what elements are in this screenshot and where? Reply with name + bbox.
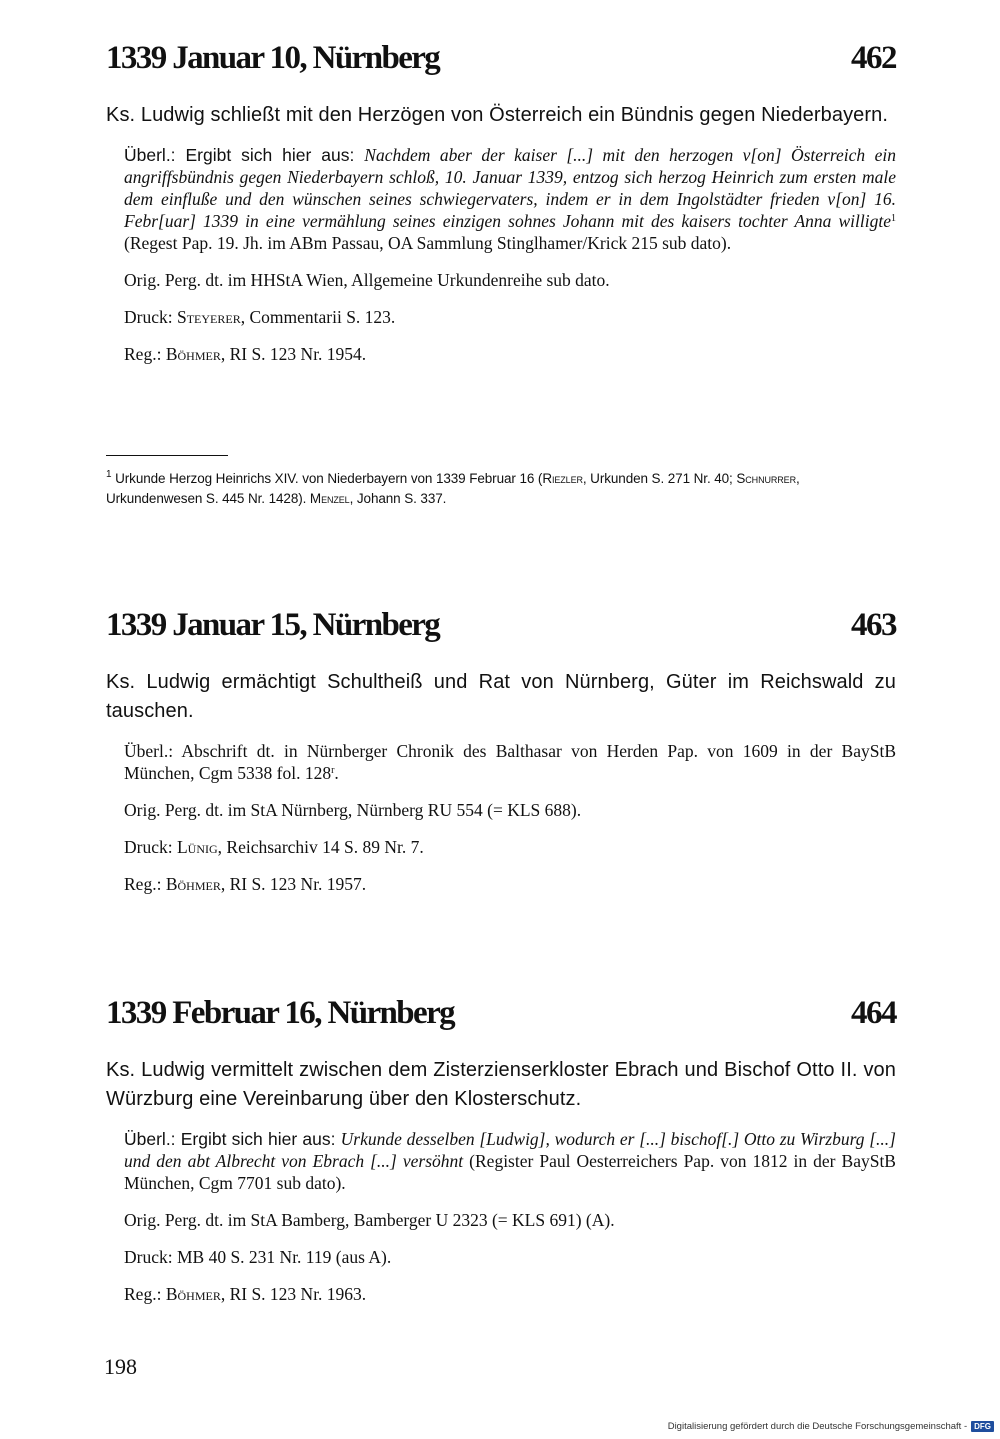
entry-number: 463 — [851, 607, 896, 643]
entry-number: 462 — [851, 40, 896, 76]
regest-ref: , RI S. 123 Nr. 1954. — [220, 344, 367, 364]
transmission-note — [124, 740, 896, 784]
entry-462 — [106, 40, 896, 365]
original-note: Orig. Perg. dt. im StA Bamberg, Bamberger U 2323 (= KLS 691) (A). — [124, 1210, 615, 1230]
print-note — [124, 836, 896, 858]
entry-summary: Ks. Ludwig ermächtigt Schultheiß und Rat von Nürnberg, Güter im Reichswald zu tauschen. — [106, 671, 896, 722]
regest-label: Reg.: — [124, 344, 166, 364]
transmission-quote: Urkunde desselben [Ludwig], wodurch er [...] bischof[.] Otto zu Wirzburg [...] und den abt Albrecht von Ebrach [...] versöhnt — [124, 1129, 896, 1171]
regest-ref: , RI S. 123 Nr. 1957. — [220, 874, 367, 894]
transmission-label: Überl.: Ergibt sich hier aus: — [124, 145, 365, 165]
regest-label: Reg.: — [124, 874, 166, 894]
transmission-text: Überl.: Abschrift dt. in Nürnberger Chronik des Balthasar von Herden Pap. von 1609 in der BayStB München, Cgm 5338 fol. 128 — [124, 741, 896, 783]
footnote-text: , Urkunden S. 271 Nr. 40; — [582, 471, 737, 486]
regest-author: Böhmer — [165, 874, 221, 894]
footnote-text: , Urkundenwesen S. 445 Nr. 1428). — [106, 471, 800, 506]
entry-title: 1339 Januar 10, Nürnberg — [106, 40, 440, 76]
transmission-end: . — [334, 763, 339, 783]
folio-recto-mark: r — [331, 765, 335, 776]
print-label: Druck: — [124, 307, 177, 327]
print-note — [124, 306, 896, 328]
entry-header — [106, 607, 896, 644]
entry-463 — [106, 607, 896, 895]
footnote-author: Riezler — [542, 471, 583, 486]
footnote-text: , Johann S. 337. — [349, 491, 447, 506]
dfg-credit-text: Digitalisierung gefördert durch die Deutsche Forschungsgemeinschaft - — [667, 1421, 968, 1432]
entry-464 — [106, 995, 896, 1305]
original-note: Orig. Perg. dt. im HHStA Wien, Allgemeine Urkundenreihe sub dato. — [124, 270, 610, 290]
print-note: Druck: MB 40 S. 231 Nr. 119 (aus A). — [124, 1247, 392, 1267]
transmission-source: (Regest Pap. 19. Jh. im ABm Passau, OA Sammlung Stinglhamer/Krick 215 sub dato). — [124, 233, 732, 253]
regest-author: Böhmer — [165, 344, 221, 364]
footnote-rule — [106, 455, 228, 456]
regest-note — [124, 343, 896, 365]
regest-ref: , RI S. 123 Nr. 1963. — [220, 1284, 367, 1304]
transmission-note — [124, 144, 896, 254]
entry-summary: Ks. Ludwig schließt mit den Herzögen von Österreich ein Bündnis gegen Niederbayern. — [106, 104, 889, 126]
print-ref: , Reichsarchiv 14 S. 89 Nr. 7. — [217, 837, 424, 857]
page-number: 198 — [104, 1354, 137, 1379]
footnote-marker: 1 — [891, 213, 896, 224]
footnote-text: Urkunde Herzog Heinrichs XIV. von Niederbayern von 1339 Februar 16 ( — [111, 471, 543, 486]
regest-note — [124, 873, 896, 895]
dfg-credit — [668, 1421, 994, 1432]
print-author: Steyerer — [176, 307, 241, 327]
regest-author: Böhmer — [165, 1284, 221, 1304]
entry-summary: Ks. Ludwig vermittelt zwischen dem Zisterzienserkloster Ebrach und Bischof Otto II. von Würzburg eine Vereinbarung über den Klosterschutz. — [106, 1059, 896, 1110]
transmission-source: (Register Paul Oesterreichers Pap. von 1812 in der BayStB München, Cgm 7701 sub dato). — [124, 1151, 896, 1193]
footnote — [106, 469, 896, 509]
entry-title: 1339 Januar 15, Nürnberg — [106, 607, 440, 643]
transmission-label: Überl.: Ergibt sich hier aus: — [124, 1129, 341, 1149]
regest-label: Reg.: — [124, 1284, 166, 1304]
original-note: Orig. Perg. dt. im StA Nürnberg, Nürnberg RU 554 (= KLS 688). — [124, 800, 582, 820]
regest-note — [124, 1283, 896, 1305]
transmission-quote: Nachdem aber der kaiser [...] mit den herzogen v[on] Österreich ein angriffsbündnis gegen Niederbayern schloß, 10. Januar 1339, entzog sich herzog Heinrich zum ersten male dem einfluße und den wünschen seines schwiegervaters, indem er in dem Ingolstädter frieden v[on] 16. Febr[uar] 1339 in eine vermählung seines einzigen sohnes Johann mit des kaisers tochter Anna willigte — [124, 145, 896, 231]
entry-title: 1339 Februar 16, Nürnberg — [106, 995, 455, 1031]
transmission-note — [124, 1128, 896, 1194]
footnote-number: 1 — [106, 469, 112, 480]
footnote-author: Schnurrer — [736, 471, 796, 486]
footnote-author: Menzel — [309, 491, 350, 506]
print-ref: , Commentarii S. 123. — [240, 307, 396, 327]
dfg-logo-icon: DFG — [971, 1421, 994, 1432]
print-label: Druck: — [124, 837, 177, 857]
entry-header — [106, 995, 896, 1032]
entry-header — [106, 40, 896, 77]
print-author: Lünig — [176, 837, 218, 857]
entry-number: 464 — [851, 995, 896, 1031]
